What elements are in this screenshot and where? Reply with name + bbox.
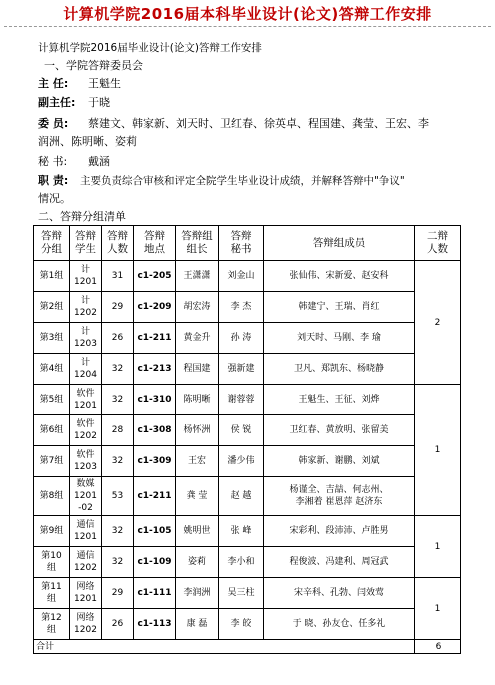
room-cell: c1-111 bbox=[134, 578, 176, 609]
table-row bbox=[34, 609, 461, 640]
defense-groups-table bbox=[33, 225, 461, 654]
group-cell: 第9组 bbox=[34, 516, 70, 547]
section-committee-heading: 一、学院答辩委员会 bbox=[44, 59, 143, 72]
count-cell: 53 bbox=[102, 477, 134, 516]
members-cell: 王魁生、王征、刘烨 bbox=[264, 385, 415, 415]
table-row bbox=[34, 292, 461, 323]
total-label: 合计 bbox=[34, 640, 415, 654]
group-cell: 第12 组 bbox=[34, 609, 70, 640]
class-cell: 数媒 1201 -02 bbox=[70, 477, 102, 516]
members-cell: 宋彩利、段沛沛、卢胜男 bbox=[264, 516, 415, 547]
column-header: 二辩 人数 bbox=[415, 226, 461, 261]
table-row bbox=[34, 323, 461, 354]
secretary-cell: 李 皎 bbox=[219, 609, 264, 640]
group-cell: 第11 组 bbox=[34, 578, 70, 609]
table-row bbox=[34, 415, 461, 446]
members-cell: 卫红春、黄放明、张留美 bbox=[264, 415, 415, 446]
group-cell: 第5组 bbox=[34, 385, 70, 415]
count-cell: 32 bbox=[102, 547, 134, 578]
members-line-2: 润洲、陈明晰、姿莉 bbox=[38, 135, 137, 148]
room-cell: c1-308 bbox=[134, 415, 176, 446]
class-cell: 网络 1201 bbox=[70, 578, 102, 609]
secretary-cell: 强新建 bbox=[219, 354, 264, 385]
secretary-name: 戴涵 bbox=[88, 155, 110, 168]
table-row bbox=[34, 547, 461, 578]
secretary-cell: 赵 越 bbox=[219, 477, 264, 516]
group-cell: 第6组 bbox=[34, 415, 70, 446]
room-cell: c1-105 bbox=[134, 516, 176, 547]
group-cell: 第8组 bbox=[34, 477, 70, 516]
chair-name: 王魁生 bbox=[88, 77, 121, 90]
vice-chair-label: 副主任: bbox=[38, 96, 76, 109]
second-defense-cell: 1 bbox=[415, 516, 461, 578]
members-cell: 张仙伟、宋新爱、赵安科 bbox=[264, 261, 415, 292]
count-cell: 32 bbox=[102, 354, 134, 385]
members-cell: 杨谨全、吉喆、何志州、 李湘着 崔恩萍 赵济东 bbox=[264, 477, 415, 516]
group-cell: 第3组 bbox=[34, 323, 70, 354]
table-row bbox=[34, 261, 461, 292]
class-cell: 计 1204 bbox=[70, 354, 102, 385]
secretary-cell: 刘金山 bbox=[219, 261, 264, 292]
chair-label: 主 任: bbox=[38, 77, 69, 90]
secretary-cell: 侯 锐 bbox=[219, 415, 264, 446]
table-header-row bbox=[34, 226, 461, 261]
count-cell: 32 bbox=[102, 385, 134, 415]
doc-heading: 计算机学院2016届毕业设计(论文)答辩工作安排 bbox=[38, 42, 262, 54]
class-cell: 软件 1201 bbox=[70, 385, 102, 415]
leader-cell: 姚明世 bbox=[176, 516, 219, 547]
members-label: 委 员: bbox=[38, 117, 69, 130]
table-row bbox=[34, 477, 461, 516]
room-cell: c1-309 bbox=[134, 446, 176, 477]
secretary-cell: 吴三柱 bbox=[219, 578, 264, 609]
class-cell: 通信 1201 bbox=[70, 516, 102, 547]
secretary-cell: 李小和 bbox=[219, 547, 264, 578]
leader-cell: 龚 莹 bbox=[176, 477, 219, 516]
leader-cell: 姿莉 bbox=[176, 547, 219, 578]
count-cell: 26 bbox=[102, 609, 134, 640]
class-cell: 计 1202 bbox=[70, 292, 102, 323]
column-header: 答辩 人数 bbox=[102, 226, 134, 261]
class-cell: 通信 1202 bbox=[70, 547, 102, 578]
document-title: 计算机学院2016届本科毕业设计(论文)答辩工作安排 bbox=[63, 5, 432, 23]
room-cell: c1-213 bbox=[134, 354, 176, 385]
room-cell: c1-205 bbox=[134, 261, 176, 292]
secretary-cell: 谢蓉蓉 bbox=[219, 385, 264, 415]
group-cell: 第2组 bbox=[34, 292, 70, 323]
column-header: 答辩 分组 bbox=[34, 226, 70, 261]
members-cell: 韩家新、谢鹏、刘斌 bbox=[264, 446, 415, 477]
count-cell: 32 bbox=[102, 516, 134, 547]
members-line-1: 蔡建文、韩家新、刘天时、卫红春、徐英卓、程国建、龚莹、王宏、李 bbox=[88, 117, 429, 130]
room-cell: c1-310 bbox=[134, 385, 176, 415]
secretary-cell: 孙 涛 bbox=[219, 323, 264, 354]
count-cell: 29 bbox=[102, 578, 134, 609]
members-cell: 卫凡、郑凯东、杨晓静 bbox=[264, 354, 415, 385]
room-cell: c1-211 bbox=[134, 477, 176, 516]
count-cell: 26 bbox=[102, 323, 134, 354]
group-cell: 第1组 bbox=[34, 261, 70, 292]
leader-cell: 王宏 bbox=[176, 446, 219, 477]
secretary-cell: 李 杰 bbox=[219, 292, 264, 323]
members-cell: 于 晓、孙友仓、任多礼 bbox=[264, 609, 415, 640]
table-row bbox=[34, 578, 461, 609]
members-cell: 宋辛科、孔勃、闫效莺 bbox=[264, 578, 415, 609]
second-defense-cell: 1 bbox=[415, 578, 461, 640]
leader-cell: 胡宏涛 bbox=[176, 292, 219, 323]
duty-line-2: 情况。 bbox=[38, 192, 71, 205]
column-header: 答辩组成员 bbox=[264, 226, 415, 261]
group-cell: 第7组 bbox=[34, 446, 70, 477]
count-cell: 28 bbox=[102, 415, 134, 446]
leader-cell: 程国建 bbox=[176, 354, 219, 385]
vice-chair-name: 于晓 bbox=[88, 96, 110, 109]
leader-cell: 黄金升 bbox=[176, 323, 219, 354]
room-cell: c1-211 bbox=[134, 323, 176, 354]
secretary-cell: 张 峰 bbox=[219, 516, 264, 547]
table-row bbox=[34, 446, 461, 477]
class-cell: 网络 1202 bbox=[70, 609, 102, 640]
secretary-label: 秘 书: bbox=[38, 155, 68, 168]
second-defense-cell: 2 bbox=[415, 261, 461, 385]
column-header: 答辩组 组长 bbox=[176, 226, 219, 261]
room-cell: c1-209 bbox=[134, 292, 176, 323]
column-header: 答辩 学生 bbox=[70, 226, 102, 261]
leader-cell: 陈明晰 bbox=[176, 385, 219, 415]
count-cell: 32 bbox=[102, 446, 134, 477]
table-row bbox=[34, 385, 461, 415]
members-cell: 韩建宁、王瑞、肖红 bbox=[264, 292, 415, 323]
group-cell: 第4组 bbox=[34, 354, 70, 385]
section-groups-heading: 二、答辩分组清单 bbox=[38, 210, 126, 223]
members-cell: 程俊波、冯建利、周冠武 bbox=[264, 547, 415, 578]
duty-label: 职 责: bbox=[38, 174, 69, 187]
count-cell: 29 bbox=[102, 292, 134, 323]
group-cell: 第10 组 bbox=[34, 547, 70, 578]
table-row bbox=[34, 354, 461, 385]
members-cell: 刘天时、马刚、李 瑜 bbox=[264, 323, 415, 354]
room-cell: c1-109 bbox=[134, 547, 176, 578]
count-cell: 31 bbox=[102, 261, 134, 292]
room-cell: c1-113 bbox=[134, 609, 176, 640]
secretary-cell: 潘少伟 bbox=[219, 446, 264, 477]
total-row bbox=[34, 640, 461, 654]
leader-cell: 杨怀洲 bbox=[176, 415, 219, 446]
class-cell: 计 1201 bbox=[70, 261, 102, 292]
leader-cell: 康 磊 bbox=[176, 609, 219, 640]
column-header: 答辩 地点 bbox=[134, 226, 176, 261]
leader-cell: 李润洲 bbox=[176, 578, 219, 609]
second-defense-cell: 1 bbox=[415, 385, 461, 516]
class-cell: 软件 1203 bbox=[70, 446, 102, 477]
title-divider bbox=[4, 26, 491, 27]
duty-line-1: 主要负责综合审核和评定全院学生毕业设计成绩，并解释答辩中"争议" bbox=[80, 175, 405, 187]
class-cell: 软件 1202 bbox=[70, 415, 102, 446]
table-row bbox=[34, 516, 461, 547]
leader-cell: 王潇潇 bbox=[176, 261, 219, 292]
total-value: 6 bbox=[415, 640, 461, 654]
class-cell: 计 1203 bbox=[70, 323, 102, 354]
column-header: 答辩 秘书 bbox=[219, 226, 264, 261]
